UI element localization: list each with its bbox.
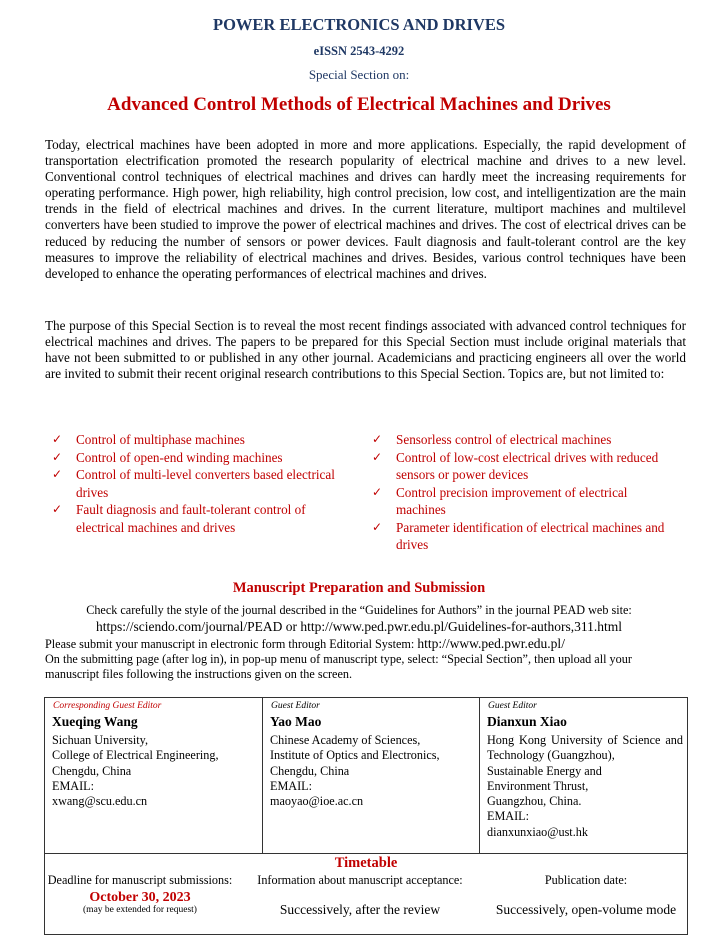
editor-affiliation: Sichuan University, College of Electrical Engineering, Chengdu, China EMAIL: xwang@scu.edu.cn [45, 730, 262, 809]
email-label: EMAIL: [52, 778, 94, 793]
editor-role: Guest Editor [271, 701, 320, 711]
submission-line-guidelines: Check carefully the style of the journal described in the “Guidelines for Authors” in the journal PEAD web site: [86, 603, 632, 617]
sciendo-link[interactable]: https://sciendo.com/journal/PEAD [96, 619, 283, 634]
editor-name: Yao Mao [270, 714, 322, 729]
purpose-paragraph: The purpose of this Special Section is to reveal the most recent findings associated with advanced control techniques for electrical machines and drives. The papers to be prepared for this Special Section must include original materials that have not been submitted to or published in any other journal. Academicians and practicing engineers all over the world are invited to submit their recent original research contributions to this Special Section. Topics are, but not limited to: [45, 318, 686, 382]
editor-affiliation: Hong Kong University of Science and Technology (Guangzhou), Sustainable Energy and Environment Thrust, Guangzhou, China. EMAIL: dianxunxiao@ust.hk [487, 733, 683, 839]
editor-email[interactable]: xwang@scu.edu.cn [52, 794, 148, 809]
check-icon: ✓ [52, 467, 63, 481]
editor-card [480, 698, 687, 853]
check-icon: ✓ [372, 449, 383, 464]
table-divider [45, 853, 687, 854]
deadline-label: Deadline for manuscript submissions: [47, 873, 233, 887]
email-label: EMAIL: [487, 809, 529, 824]
topic-item: ✓ Sensorless control of electrical machines [372, 432, 612, 447]
email-label: EMAIL: [270, 778, 312, 793]
or-text: or [285, 619, 298, 634]
submission-links [0, 619, 718, 634]
eissn: eISSN 2543-4292 [313, 44, 405, 58]
submission-line-instructions: On the submitting page (after log in), in pop-up menu of manuscript type, select: “Special Section”, then upload all your [45, 652, 632, 666]
submission-line-instructions-cont: manuscript files following the instructions given on the screen. [45, 667, 352, 681]
topic-item: ✓ Control of multiphase machines [52, 432, 245, 447]
editors-table [44, 697, 688, 935]
special-section-label: Special Section on: [308, 67, 410, 82]
check-icon: ✓ [52, 432, 63, 446]
editor-email[interactable]: dianxunxiao@ust.hk [487, 824, 588, 839]
editor-affiliation: Chinese Academy of Sciences, Institute of Optics and Electronics, Chengdu, China EMAIL: maoyao@ioe.ac.cn [263, 730, 479, 809]
acceptance-value: Successively, after the review [279, 902, 441, 917]
editor-role: Guest Editor [488, 701, 537, 711]
editor-email[interactable]: maoyao@ioe.ac.cn [270, 794, 364, 809]
topics-list-left [52, 431, 352, 536]
check-icon: ✓ [372, 519, 383, 534]
topic-item: ✓ Control of multi-level converters based electrical drives [52, 467, 335, 500]
editorial-system-link[interactable]: http://www.ped.pwr.edu.pl/ [417, 636, 565, 651]
editor-name: Dianxun Xiao [487, 714, 567, 729]
publication-label: Publication date: [544, 873, 628, 887]
acceptance-label: Information about manuscript acceptance: [257, 873, 463, 887]
journal-title: POWER ELECTRONICS AND DRIVES [212, 15, 505, 34]
check-icon: ✓ [52, 502, 63, 516]
topic-item: ✓ Control precision improvement of electrical machines [372, 484, 628, 517]
submission-heading: Manuscript Preparation and Submission [232, 580, 486, 596]
publication-value: Successively, open-volume mode [495, 902, 677, 917]
topics-list-right [372, 431, 672, 554]
editor-card [45, 698, 263, 853]
timetable-heading: Timetable [334, 855, 398, 871]
editor-card [263, 698, 480, 853]
timetable-publication [485, 873, 687, 917]
guidelines-link[interactable]: http://www.ped.pwr.edu.pl/Guidelines-for-authors,311.html [300, 619, 622, 634]
topic-item: ✓ Control of open-end winding machines [52, 449, 283, 465]
editor-role: Corresponding Guest Editor [53, 701, 162, 711]
editor-name: Xueqing Wang [52, 714, 138, 729]
special-section-title: Advanced Control Methods of Electrical Machines and Drives [107, 94, 611, 115]
intro-paragraph: Today, electrical machines have been adopted in more and more applications. Especially, the rapid development of transportation electrification promoted the research popularity of electrical machine and drives to a new level. Conventional control techniques of electrical machines and drives can hardly meet the increasing requirements for operating performance. High power, high reliability, high control precision, low cost, and intelligentization are the main trends in the field of electrical machines and drives. In the current literature, multiport machines and multilevel converters have been studied to improve the power of electrical machines and drives. The cost of electrical drives can be reduced by reducing the number of sensors or power devices. Fault diagnosis and fault-tolerant control are the key measures to improve the reliability of electrical machines and drives. Besides, various control techniques have been developed to enhance the operating performances of electrical machines and drives. [45, 137, 686, 281]
topic-item: ✓ Fault diagnosis and fault-tolerant control of electrical machines and drives [52, 502, 306, 535]
timetable-deadline [45, 873, 235, 916]
timetable-acceptance [235, 873, 485, 917]
topic-item: ✓ Parameter identification of electrical machines and drives [372, 519, 665, 552]
check-icon: ✓ [52, 449, 63, 464]
submission-line-editorial: Please submit your manuscript in electronic form through Editorial System: http://www.ped.pwr.edu.pl/ [45, 636, 565, 651]
deadline-note: (may be extended for request) [83, 905, 197, 915]
check-icon: ✓ [372, 484, 383, 499]
topic-item: ✓ Control of low-cost electrical drives with reduced sensors or power devices [372, 449, 659, 482]
check-icon: ✓ [372, 432, 383, 446]
deadline-value: October 30, 2023 [89, 890, 191, 905]
